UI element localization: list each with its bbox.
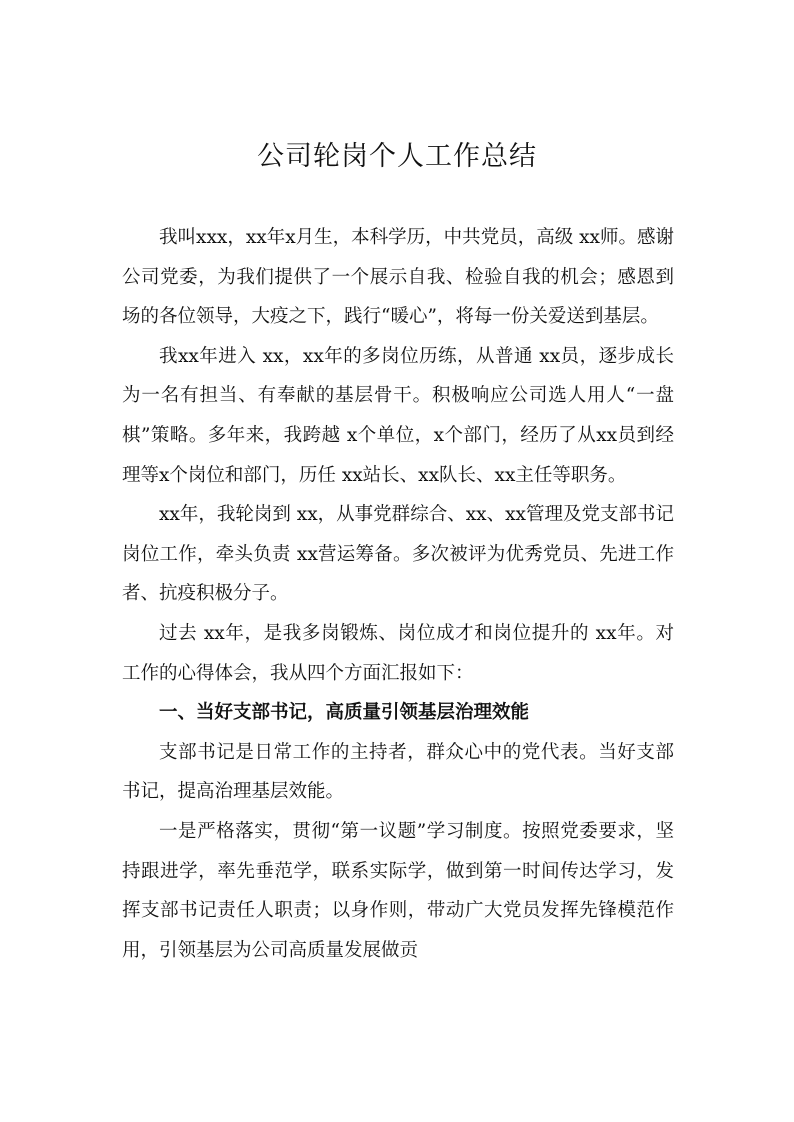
paragraph-intro: 我叫xxx，xx年x月生，本科学历，中共党员，高级 xx师。感谢公司党委，为我们提供了一个展示自我、检验自我的机会；感恩到场的各位领导，大疫之下，践行“暖心”，将每一份关爱送到基层。 <box>122 227 674 328</box>
paragraph-summary-intro: 过去 xx年，是我多岗锻炼、岗位成才和岗位提升的 xx年。对工作的心得体会，我从四个方面汇报如下： <box>122 622 674 684</box>
paragraph-first-point: 一是严格落实，贯彻“第一议题”学习制度。按照党委要求，坚持跟进学，率先垂范学，联系实际学，做到第一时间传达学习，发挥支部书记责任人职责；以身作则，带动广大党员发挥先锋模范作用，引领基层为公司高质量发展做贡 <box>122 820 674 961</box>
paragraph-career: 我xx年进入 xx，xx年的多岗位历练，从普通 xx员，逐步成长为一名有担当、有奉献的基层骨干。积极响应公司选人用人“一盘棋”策略。多年来，我跨越 x个单位，x个部门，经历了从xx员到经理等x个岗位和部门，历任 xx站长、xx队长、xx主任等职务。 <box>122 345 674 486</box>
paragraph-secretary-role: 支部书记是日常工作的主持者，群众心中的党代表。当好支部书记，提高治理基层效能。 <box>122 741 674 803</box>
paragraph-rotation: xx年，我轮岗到 xx，从事党群综合、xx、xx管理及党支部书记岗位工作，牵头负责 xx营运筹备。多次被评为优秀党员、先进工作者、抗疫积极分子。 <box>122 504 674 605</box>
section-heading-1: 一、当好支部书记，高质量引领基层治理效能 <box>159 702 530 724</box>
document-title: 公司轮岗个人工作总结 <box>257 141 537 172</box>
document-body <box>122 218 674 970</box>
